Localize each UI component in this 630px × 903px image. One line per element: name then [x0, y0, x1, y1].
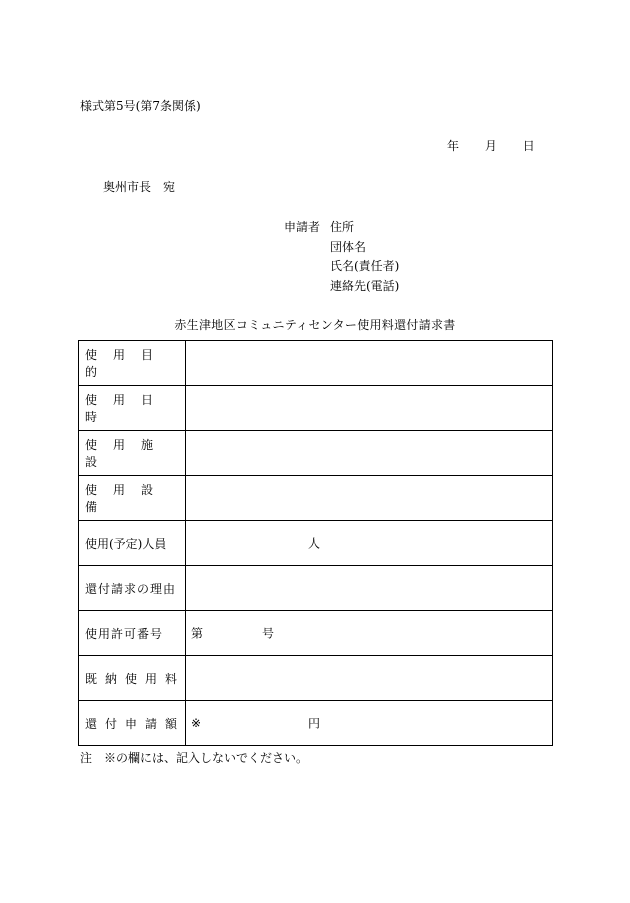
applicant-name-label: 氏名(責任者) — [330, 259, 400, 273]
attendees-field[interactable] — [186, 521, 553, 566]
applicant-organization-label: 団体名 — [330, 239, 367, 254]
permit-number-unit: 号 — [262, 626, 275, 641]
addressee-honorific: 宛 — [163, 180, 176, 194]
equipment-field[interactable] — [186, 476, 553, 521]
row-label: 還付申請額 — [79, 701, 186, 746]
row-label: 既納使用料 — [79, 656, 186, 701]
applicant-contact-label: 連絡先(電話) — [330, 278, 400, 293]
office-use-mark: ※ — [191, 716, 202, 730]
purpose-field[interactable] — [186, 341, 553, 386]
document-title: 赤生津地区コミュニティセンター使用料還付請求書 — [174, 318, 456, 332]
permit-number-field[interactable] — [186, 611, 553, 656]
reason-field[interactable] — [186, 566, 553, 611]
date-year-label: 年 — [447, 139, 460, 153]
row-label: 使用設備 — [79, 476, 186, 521]
date-line — [447, 137, 535, 154]
form-number-label: 様式第5号(第7条関係) — [80, 99, 201, 113]
date-month-label: 月 — [484, 139, 497, 153]
addressee — [103, 178, 175, 195]
table-row-refund-amount — [79, 701, 553, 746]
row-label: 使用施設 — [79, 431, 186, 476]
refund-amount-unit: 円 — [308, 716, 321, 731]
applicant-fields — [330, 218, 399, 296]
applicant-address-label: 住所 — [330, 220, 355, 234]
date-day-label: 日 — [522, 139, 535, 153]
table-row-datetime — [79, 386, 553, 431]
applicant-label: 申請者 — [284, 220, 321, 234]
table-row-facility — [79, 431, 553, 476]
table-row-equipment — [79, 476, 553, 521]
refund-amount-field — [186, 701, 553, 746]
paid-fee-field[interactable] — [186, 656, 553, 701]
table-row-purpose — [79, 341, 553, 386]
addressee-name: 奥州市長 — [103, 180, 152, 194]
table-row-paid-fee — [79, 656, 553, 701]
row-label: 使用目的 — [79, 341, 186, 386]
request-form-table — [78, 340, 553, 746]
row-label: 使用(予定)人員 — [79, 521, 186, 566]
facility-field[interactable] — [186, 431, 553, 476]
permit-number-prefix: 第 — [191, 626, 204, 641]
table-row-permit-number — [79, 611, 553, 656]
row-label: 使用日時 — [79, 386, 186, 431]
footnote: 注 ※の欄には、記入しないでください。 — [80, 751, 309, 765]
table-row-attendees — [79, 521, 553, 566]
table-row-reason — [79, 566, 553, 611]
attendees-unit: 人 — [308, 536, 321, 551]
row-label: 還付請求の理由 — [79, 566, 186, 611]
datetime-field[interactable] — [186, 386, 553, 431]
row-label: 使用許可番号 — [79, 611, 186, 656]
